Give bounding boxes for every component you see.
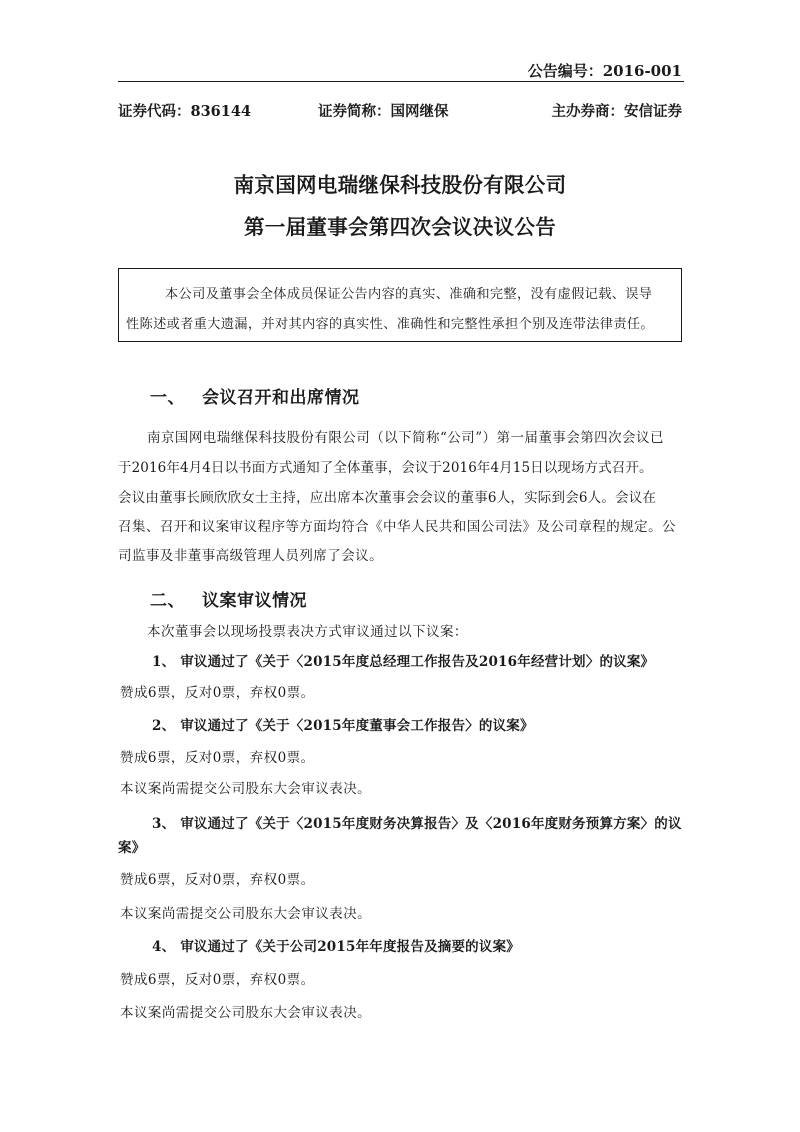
paragraph-line: 南京国网电瑞继保科技股份有限公司（以下简称“公司”）第一届董事会第四次会议已 bbox=[147, 430, 664, 446]
motion-title: 1、 审议通过了《关于〈2015年度总经理工作报告及2016年经营计划〉的议案》 bbox=[152, 654, 655, 670]
motion-title: 3、 审议通过了《关于〈2015年度财务决算报告〉及〈2016年度财务预算方案〉的议 bbox=[152, 816, 682, 832]
section-title: 议案审议情况 bbox=[202, 591, 307, 611]
motion-vote: 赞成6票，反对0票，弃权0票。 bbox=[120, 972, 315, 988]
paragraph-line: 召集、召开和议案审议程序等方面均符合《中华人民共和国公司法》及公司章程的规定。公 bbox=[118, 519, 676, 535]
motion-vote: 赞成6票，反对0票，弃权0票。 bbox=[120, 872, 315, 888]
paragraph-line: 司监事及非董事高级管理人员列席了会议。 bbox=[118, 548, 384, 564]
section-title: 会议召开和出席情况 bbox=[202, 388, 360, 408]
section-intro: 本次董事会以现场投票表决方式审议通过以下议案： bbox=[147, 624, 468, 640]
section-number: 二、 bbox=[150, 591, 185, 611]
section-number: 一、 bbox=[150, 388, 185, 408]
announcement-number: 公告编号：2016-001 bbox=[527, 62, 682, 80]
motion-title: 4、 审议通过了《关于公司2015年年度报告及摘要的议案》 bbox=[152, 939, 520, 955]
document-title-company: 南京国网电瑞继保科技股份有限公司 bbox=[233, 173, 567, 197]
motion-vote: 赞成6票，反对0票，弃权0票。 bbox=[120, 750, 315, 766]
disclaimer-box bbox=[118, 268, 682, 342]
document-title-subject: 第一届董事会第四次会议决议公告 bbox=[244, 215, 556, 239]
security-code: 证券代码：836144 bbox=[118, 103, 252, 120]
security-abbreviation: 证券简称：国网继保 bbox=[318, 103, 449, 120]
motion-vote: 赞成6票，反对0票，弃权0票。 bbox=[120, 685, 315, 701]
paragraph-line: 会议由董事长顾欣欣女士主持，应出席本次董事会会议的董事6人，实际到会6人。会议在 bbox=[118, 490, 657, 506]
motion-note: 本议案尚需提交公司股东大会审议表决。 bbox=[120, 906, 372, 922]
header-divider bbox=[118, 81, 684, 82]
paragraph-line: 于2016年4月4日以书面方式通知了全体董事，会议于2016年4月15日以现场方式召开。 bbox=[118, 460, 653, 476]
sponsor-broker: 主办券商：安信证券 bbox=[551, 103, 682, 120]
motion-note: 本议案尚需提交公司股东大会审议表决。 bbox=[120, 781, 372, 797]
motion-title: 2、 审议通过了《关于〈2015年度董事会工作报告〉的议案》 bbox=[152, 718, 534, 734]
disclaimer-line: 性陈述或者重大遗漏，并对其内容的真实性、准确性和完整性承担个别及连带法律责任。 bbox=[126, 317, 654, 332]
motion-note: 本议案尚需提交公司股东大会审议表决。 bbox=[120, 1005, 372, 1021]
motion-title-continued: 案》 bbox=[118, 840, 146, 856]
disclaimer-line: 本公司及董事会全体成员保证公告内容的真实、准确和完整，没有虚假记载、误导 bbox=[165, 287, 653, 302]
